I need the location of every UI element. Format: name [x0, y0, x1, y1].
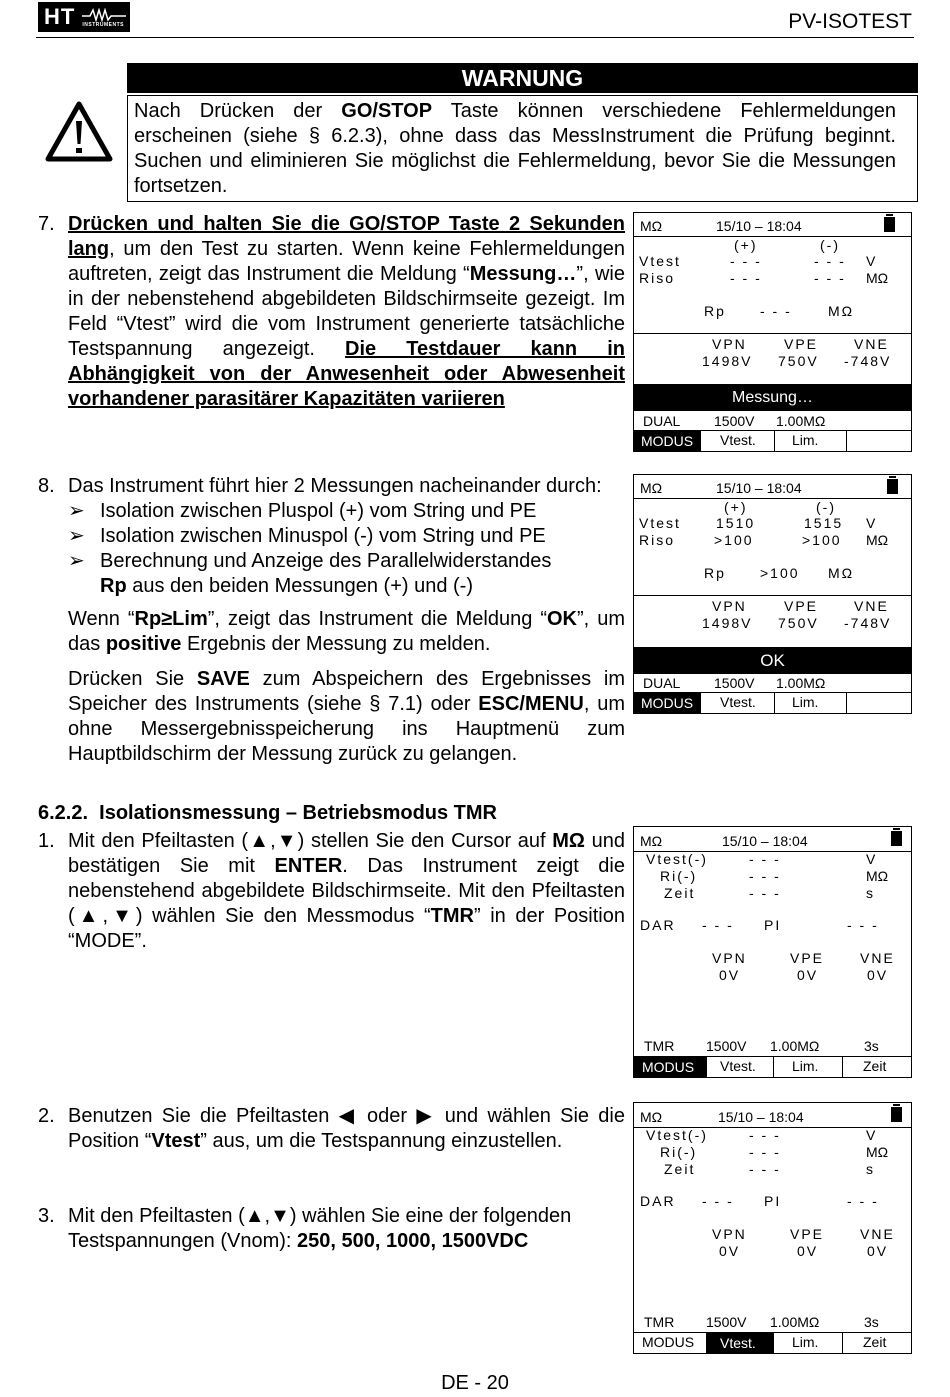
screen-field: V — [866, 1127, 876, 1143]
screen-field: VPN — [712, 598, 747, 614]
function-key-zeit: Zeit — [863, 1334, 887, 1350]
screen-field: - - - — [749, 868, 781, 884]
screen-field: 1.00MΩ — [776, 675, 826, 691]
function-key-lim: Lim. — [792, 694, 819, 710]
screen-field: - - - — [847, 917, 879, 933]
page-number: DE - 20 — [441, 1372, 509, 1394]
screen-field: 1498V — [702, 615, 753, 631]
waveform-icon — [82, 8, 126, 22]
screen-field: Riso — [639, 270, 676, 286]
screen-field: - - - — [814, 270, 846, 286]
screen-field: - - - — [749, 1144, 781, 1160]
screen-field: 0V — [719, 967, 741, 983]
screen-field: V — [866, 253, 876, 269]
screen-field: s — [866, 1161, 873, 1177]
status-message: OK — [634, 647, 911, 674]
instrument-screen-dual-ok — [633, 474, 912, 714]
screen-field: Vtest — [639, 515, 681, 531]
screen-field: 1500V — [706, 1038, 747, 1054]
tmr-step-2-text: Benutzen Sie die Pfeiltasten ◀ oder ▶ und wählen Sie die Position “Vtest” aus, um die Testspannung einzustellen. — [68, 1105, 625, 1152]
function-key-vtest: Vtest. — [720, 694, 756, 710]
screen-field: 3s — [864, 1314, 879, 1330]
screen-field: PI — [764, 917, 782, 933]
screen-field: -748V — [844, 353, 892, 369]
screen-field: VPN — [712, 336, 747, 352]
screen-field: DUAL — [643, 413, 681, 429]
screen-field: TMR — [644, 1314, 675, 1330]
status-message: Messung… — [634, 384, 911, 411]
screen-field: VPN — [712, 1226, 747, 1242]
battery-icon — [884, 217, 895, 232]
screen-field: MΩ — [866, 270, 889, 286]
screen-field: PI — [764, 1193, 782, 1209]
tmr-step-3-text: Mit den Pfeiltasten (▲,▼) wählen Sie eine der folgenden Testspannungen (Vnom): 250, 500, 1000, 1500VDC — [68, 1205, 572, 1252]
screen-field: 750V — [778, 615, 819, 631]
screen-field: MΩ — [828, 565, 855, 581]
screen-field: VNE — [854, 336, 889, 352]
screen-field: 0V — [797, 1243, 819, 1259]
screen-field: - - - — [749, 851, 781, 867]
screen-field: 750V — [778, 353, 819, 369]
screen-field: VNE — [860, 950, 895, 966]
screen-field: 0V — [797, 967, 819, 983]
screen-field: 3s — [864, 1038, 879, 1054]
screen-field: 1510 — [716, 515, 756, 531]
screen-field: - - - — [730, 253, 762, 269]
function-key-zeit: Zeit — [863, 1058, 887, 1074]
screen-field: >100 — [714, 532, 754, 548]
tmr-step-1-text: Mit den Pfeiltasten (▲,▼) stellen Sie den Cursor auf MΩ und bestätigen Sie mit ENTER. Das Instrument zeigt die nebenstehend abgebildete Bildschirmseite. Mit den Pfeiltasten (▲,▼) wählen Sie den Messmodus “TMR” in der Position “MODE”. — [68, 830, 625, 952]
screen-field: - - - — [749, 1161, 781, 1177]
screen-field: 15/10 – 18:04 — [722, 833, 808, 849]
function-key-modus: MODUS — [634, 431, 700, 451]
screen-field: V — [866, 851, 876, 867]
screen-field: MΩ — [640, 1109, 663, 1125]
screen-field: Zeit — [664, 1161, 696, 1177]
screen-field: - - - — [702, 1193, 734, 1209]
step-7-text: Drücken und halten Sie die GO/STOP Taste 2 Sekunden lang, um den Test zu starten. Wenn keine Fehlermeldungen auftreten, zeigt das Instrument die Meldung “Messung…”, wie in der nebenstehend abgebildeten Bildschirmseite gezeigt. Im Feld “Vtest” wird die vom Instrument generierte tatsächliche Testspannung angezeigt. Die Testdauer kann in Abhängigkeit von der Anwesenheit oder Abwesenheit vorhandener parasitärer Kapazitäten variieren — [68, 213, 625, 410]
screen-field: Vtest — [639, 253, 681, 269]
tmr-step-1-number: 1. — [38, 830, 55, 852]
instrument-screen-tmr-modus — [633, 826, 912, 1078]
screen-field: VPE — [790, 1226, 825, 1242]
screen-field: VNE — [860, 1226, 895, 1242]
screen-field: VPE — [784, 598, 819, 614]
screen-field: >100 — [802, 532, 842, 548]
screen-field: VNE — [854, 598, 889, 614]
warning-title: WARNUNG — [127, 63, 918, 93]
screen-field: - - - — [760, 303, 792, 319]
step-7-number: 7. — [38, 213, 55, 235]
function-key-vtest: Vtest. — [720, 432, 756, 448]
instrument-screen-dual-measuring — [633, 212, 912, 452]
screen-field: 1500V — [714, 413, 755, 429]
bullet-item: ➢ Berechnung und Anzeige des Parallelwiderstandes Rp aus den beiden Messungen (+) und (-) — [68, 550, 552, 597]
screen-field: (+) — [734, 237, 758, 253]
screen-field: - - - — [847, 1193, 879, 1209]
screen-field: - - - — [702, 917, 734, 933]
screen-field: Zeit — [664, 885, 696, 901]
instrument-screen-tmr-vtest — [633, 1102, 912, 1354]
screen-field: 1.00MΩ — [776, 413, 826, 429]
function-key-vtest: Vtest. — [706, 1333, 773, 1353]
screen-field: Riso — [639, 532, 676, 548]
screen-field: Ri(-) — [660, 1144, 698, 1160]
screen-field: 1500V — [706, 1314, 747, 1330]
ht-logo — [38, 2, 130, 32]
screen-field: -748V — [844, 615, 892, 631]
screen-field: TMR — [644, 1038, 675, 1054]
screen-field: s — [866, 885, 873, 901]
screen-field: Ri(-) — [660, 868, 698, 884]
function-key-modus: MODUS — [634, 693, 700, 713]
screen-field: MΩ — [866, 868, 889, 884]
screen-field: (-) — [816, 499, 836, 515]
screen-field: >100 — [760, 565, 800, 581]
function-key-lim: Lim. — [792, 1058, 819, 1074]
screen-field: - - - — [749, 1127, 781, 1143]
screen-field: Vtest(-) — [646, 1127, 708, 1143]
document-title: PV-ISOTEST — [788, 10, 912, 33]
screen-field: MΩ — [866, 532, 889, 548]
screen-field: MΩ — [866, 1144, 889, 1160]
screen-field: VPE — [790, 950, 825, 966]
warning-text: Nach Drücken der GO/STOP Taste können verschiedene Fehlermeldungen erscheinen (siehe § 6.2.3), ohne dass das MessInstrument die Prüfung beginnt. Suchen und eliminieren Sie möglichst die Fehlermeldung, bevor Sie die Messungen fortsetzen. — [134, 100, 896, 197]
screen-field: 1.00MΩ — [770, 1038, 820, 1054]
screen-field: 1500V — [714, 675, 755, 691]
battery-icon — [891, 1107, 902, 1122]
section-heading: 6.2.2. Isolationsmessung – Betriebsmodus TMR — [38, 802, 498, 824]
screen-field: MΩ — [640, 480, 663, 496]
screen-field: VPE — [784, 336, 819, 352]
function-key-lim: Lim. — [792, 1334, 819, 1350]
tmr-step-3-number: 3. — [38, 1205, 55, 1227]
step-8-number: 8. — [38, 475, 55, 497]
screen-field: 0V — [867, 967, 889, 983]
screen-field: - - - — [730, 270, 762, 286]
screen-field: DAR — [640, 917, 676, 933]
screen-field: 1515 — [804, 515, 844, 531]
screen-field: 15/10 – 18:04 — [718, 1109, 804, 1125]
bullet-item: ➢ Isolation zwischen Minuspol (-) vom String und PE — [68, 525, 546, 547]
bullet-item: ➢ Isolation zwischen Pluspol (+) vom String und PE — [68, 500, 537, 522]
screen-datetime: 15/10 – 18:04 — [716, 218, 802, 234]
step-8-text: Das Instrument führt hier 2 Messungen nacheinander durch: ➢ Isolation zwischen Pluspol (+) vom String und PE ➢ Isolation zwischen Minuspol (-) vom String und PE ➢ Berechnung und Anzeige des Parallelwiderstandes Rp aus den beiden Messungen (+) und (-) Wenn “Rp≥Lim”, zeigt das Instrument die Meldung “OK”, um das positive Ergebnis der Messung zu melden. Drücken Sie SAVE zum Abspeichern des Ergebnisses im Speicher des Instruments (siehe § 7.1) oder ESC/MENU, um ohne Messergebnisspeicherung ins Hauptmenü zum Hauptbildschirm der Messung zurück zu gelangen. — [68, 475, 625, 765]
screen-field: - - - — [749, 885, 781, 901]
function-key-lim: Lim. — [792, 432, 819, 448]
screen-field: V — [866, 515, 876, 531]
screen-field: Vtest(-) — [646, 851, 708, 867]
screen-field: - - - — [814, 253, 846, 269]
screen-field: 15/10 – 18:04 — [716, 480, 802, 496]
screen-field: VPN — [712, 950, 747, 966]
battery-icon — [887, 479, 898, 494]
function-key-modus: MODUS — [634, 1057, 706, 1077]
screen-field: DUAL — [643, 675, 681, 691]
logo-subtext: INSTRUMENTS — [82, 22, 124, 28]
screen-field: DAR — [640, 1193, 676, 1209]
screen-field: Rp — [704, 565, 726, 581]
screen-field: 0V — [867, 1243, 889, 1259]
function-key-modus: MODUS — [642, 1334, 695, 1350]
screen-field: Rp — [704, 303, 726, 319]
screen-field: 0V — [719, 1243, 741, 1259]
screen-field: (-) — [820, 237, 840, 253]
screen-field: MΩ — [640, 833, 663, 849]
function-key-vtest: Vtest. — [720, 1058, 756, 1074]
warning-triangle-icon — [45, 101, 113, 168]
screen-unit-label: MΩ — [640, 218, 663, 234]
screen-field: (+) — [724, 499, 748, 515]
screen-field: MΩ — [828, 303, 855, 319]
screen-field: 1498V — [702, 353, 753, 369]
tmr-step-2-number: 2. — [38, 1105, 55, 1127]
header-divider — [36, 37, 914, 38]
screen-field: 1.00MΩ — [770, 1314, 820, 1330]
battery-icon — [891, 831, 902, 846]
logo-text: HT — [44, 4, 76, 29]
